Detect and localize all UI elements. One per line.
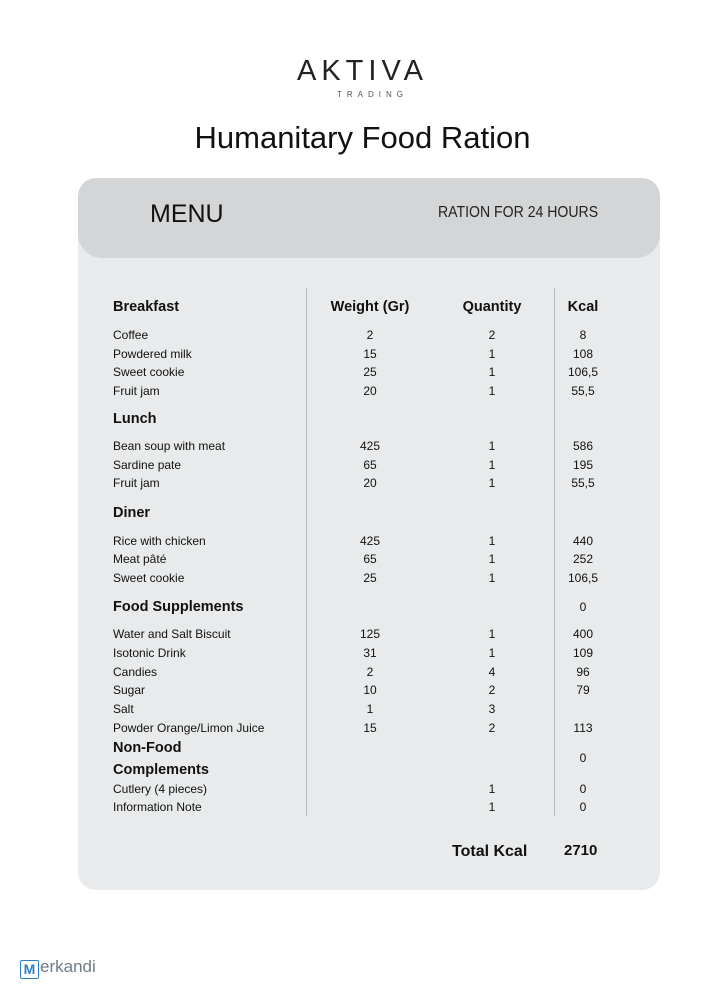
- total-kcal-value: 2710: [564, 842, 598, 859]
- section-nonfood-label-2: Complements: [113, 762, 209, 778]
- item-name: Fruit jam: [113, 476, 160, 490]
- brand-subtitle: TRADING: [337, 90, 408, 99]
- item-weight: 15: [363, 721, 377, 735]
- item-quantity: 1: [488, 347, 496, 361]
- total-kcal-label: Total Kcal: [452, 843, 528, 860]
- table-row: [78, 550, 660, 568]
- header-quantity: Quantity: [462, 299, 522, 315]
- item-weight: 125: [359, 627, 381, 641]
- item-kcal: 440: [572, 534, 594, 548]
- brand-logo: [0, 55, 725, 99]
- item-quantity: 1: [488, 782, 496, 796]
- item-name: Fruit jam: [113, 384, 160, 398]
- item-kcal: 96: [576, 665, 590, 679]
- item-kcal: 400: [572, 627, 594, 641]
- item-name: Powdered milk: [113, 347, 192, 361]
- item-kcal: 0: [579, 800, 587, 814]
- table-row: [78, 474, 660, 492]
- item-quantity: 1: [488, 646, 496, 660]
- section-label: Lunch: [113, 411, 157, 427]
- section-lunch: [78, 408, 660, 430]
- item-name: Meat pâté: [113, 552, 167, 566]
- item-kcal: 108: [572, 347, 594, 361]
- item-name: Salt: [113, 702, 134, 716]
- ration-label: RATION FOR 24 HOURS: [438, 204, 599, 221]
- item-quantity: 1: [488, 476, 496, 490]
- item-kcal: 8: [579, 328, 587, 342]
- item-quantity: 3: [488, 702, 496, 716]
- item-quantity: 1: [488, 439, 496, 453]
- section-kcal: 0: [579, 751, 587, 765]
- item-quantity: 2: [488, 328, 496, 342]
- item-weight: 20: [363, 384, 377, 398]
- item-name: Isotonic Drink: [113, 646, 186, 660]
- item-weight: 31: [363, 646, 377, 660]
- item-name: Rice with chicken: [113, 534, 206, 548]
- table-row: [78, 345, 660, 363]
- header-kcal: Kcal: [567, 299, 599, 315]
- item-name: Sugar: [113, 683, 146, 697]
- table-row: [78, 382, 660, 400]
- item-name: Powder Orange/Limon Juice: [113, 721, 265, 735]
- section-supplements: [78, 596, 660, 618]
- item-kcal: 195: [572, 458, 594, 472]
- item-quantity: 1: [488, 384, 496, 398]
- merkandi-watermark: [20, 957, 96, 979]
- item-weight: 425: [359, 534, 381, 548]
- item-kcal: 106,5: [567, 365, 599, 379]
- menu-card-header: [78, 178, 660, 258]
- item-quantity: 1: [488, 571, 496, 585]
- item-weight: 10: [363, 683, 377, 697]
- table-row: [78, 326, 660, 344]
- table-row: [78, 780, 660, 798]
- table-row: [78, 437, 660, 455]
- table-row: [78, 798, 660, 816]
- item-weight: 15: [363, 347, 377, 361]
- item-weight: 65: [363, 552, 377, 566]
- item-name: Sweet cookie: [113, 365, 185, 379]
- item-name: Bean soup with meat: [113, 439, 226, 453]
- item-kcal: 106,5: [567, 571, 599, 585]
- section-diner: [78, 502, 660, 524]
- item-quantity: 1: [488, 627, 496, 641]
- item-weight: 25: [363, 571, 377, 585]
- item-name: Water and Salt Biscuit: [113, 627, 231, 641]
- menu-label: MENU: [150, 200, 224, 228]
- item-weight: 1: [366, 702, 374, 716]
- section-label: Diner: [113, 505, 151, 521]
- section-kcal: 0: [579, 600, 587, 614]
- header-breakfast: Breakfast: [113, 299, 180, 315]
- item-quantity: 2: [488, 721, 496, 735]
- table-row: [78, 719, 660, 737]
- page-title: Humanitary Food Ration: [194, 120, 531, 155]
- table-row: [78, 363, 660, 381]
- section-nonfood-label-1: Non-Food: [113, 740, 182, 756]
- item-name: Sweet cookie: [113, 571, 185, 585]
- table-row: [78, 456, 660, 474]
- table-row: [78, 700, 660, 718]
- item-kcal: 79: [576, 683, 590, 697]
- table-row: [78, 663, 660, 681]
- menu-card: [78, 178, 660, 890]
- brand-name: AKTIVA: [297, 55, 428, 87]
- item-name: Information Note: [113, 800, 202, 814]
- merkandi-logo-icon: M: [20, 960, 39, 979]
- item-kcal: 0: [579, 782, 587, 796]
- table-row: [78, 569, 660, 587]
- item-weight: 65: [363, 458, 377, 472]
- item-weight: 2: [366, 665, 374, 679]
- item-weight: 2: [366, 328, 374, 342]
- item-quantity: 1: [488, 552, 496, 566]
- item-quantity: 1: [488, 458, 496, 472]
- item-quantity: 4: [488, 665, 496, 679]
- header-weight: Weight (Gr): [330, 299, 410, 315]
- item-kcal: 55,5: [571, 476, 595, 490]
- item-weight: 20: [363, 476, 377, 490]
- section-label: Food Supplements: [113, 599, 244, 615]
- item-quantity: 1: [488, 800, 496, 814]
- item-kcal: 113: [573, 721, 593, 735]
- item-weight: 25: [363, 365, 377, 379]
- item-quantity: 1: [488, 534, 496, 548]
- watermark-text: erkandi: [40, 957, 96, 976]
- item-quantity: 1: [488, 365, 496, 379]
- item-kcal: 252: [572, 552, 594, 566]
- item-name: Sardine pate: [113, 458, 182, 472]
- item-name: Candies: [113, 665, 158, 679]
- table-row: [78, 681, 660, 699]
- item-name: Cutlery (4 pieces): [113, 782, 208, 796]
- item-quantity: 2: [488, 683, 496, 697]
- item-kcal: 586: [572, 439, 594, 453]
- item-kcal: 109: [572, 646, 594, 660]
- table-header-row: [78, 296, 660, 318]
- item-weight: 425: [359, 439, 381, 453]
- item-name: Coffee: [113, 328, 149, 342]
- table-row: [78, 644, 660, 662]
- table-row: [78, 532, 660, 550]
- table-row: [78, 625, 660, 643]
- section-nonfood-kcal-row: [78, 749, 660, 767]
- item-kcal: 55,5: [571, 384, 595, 398]
